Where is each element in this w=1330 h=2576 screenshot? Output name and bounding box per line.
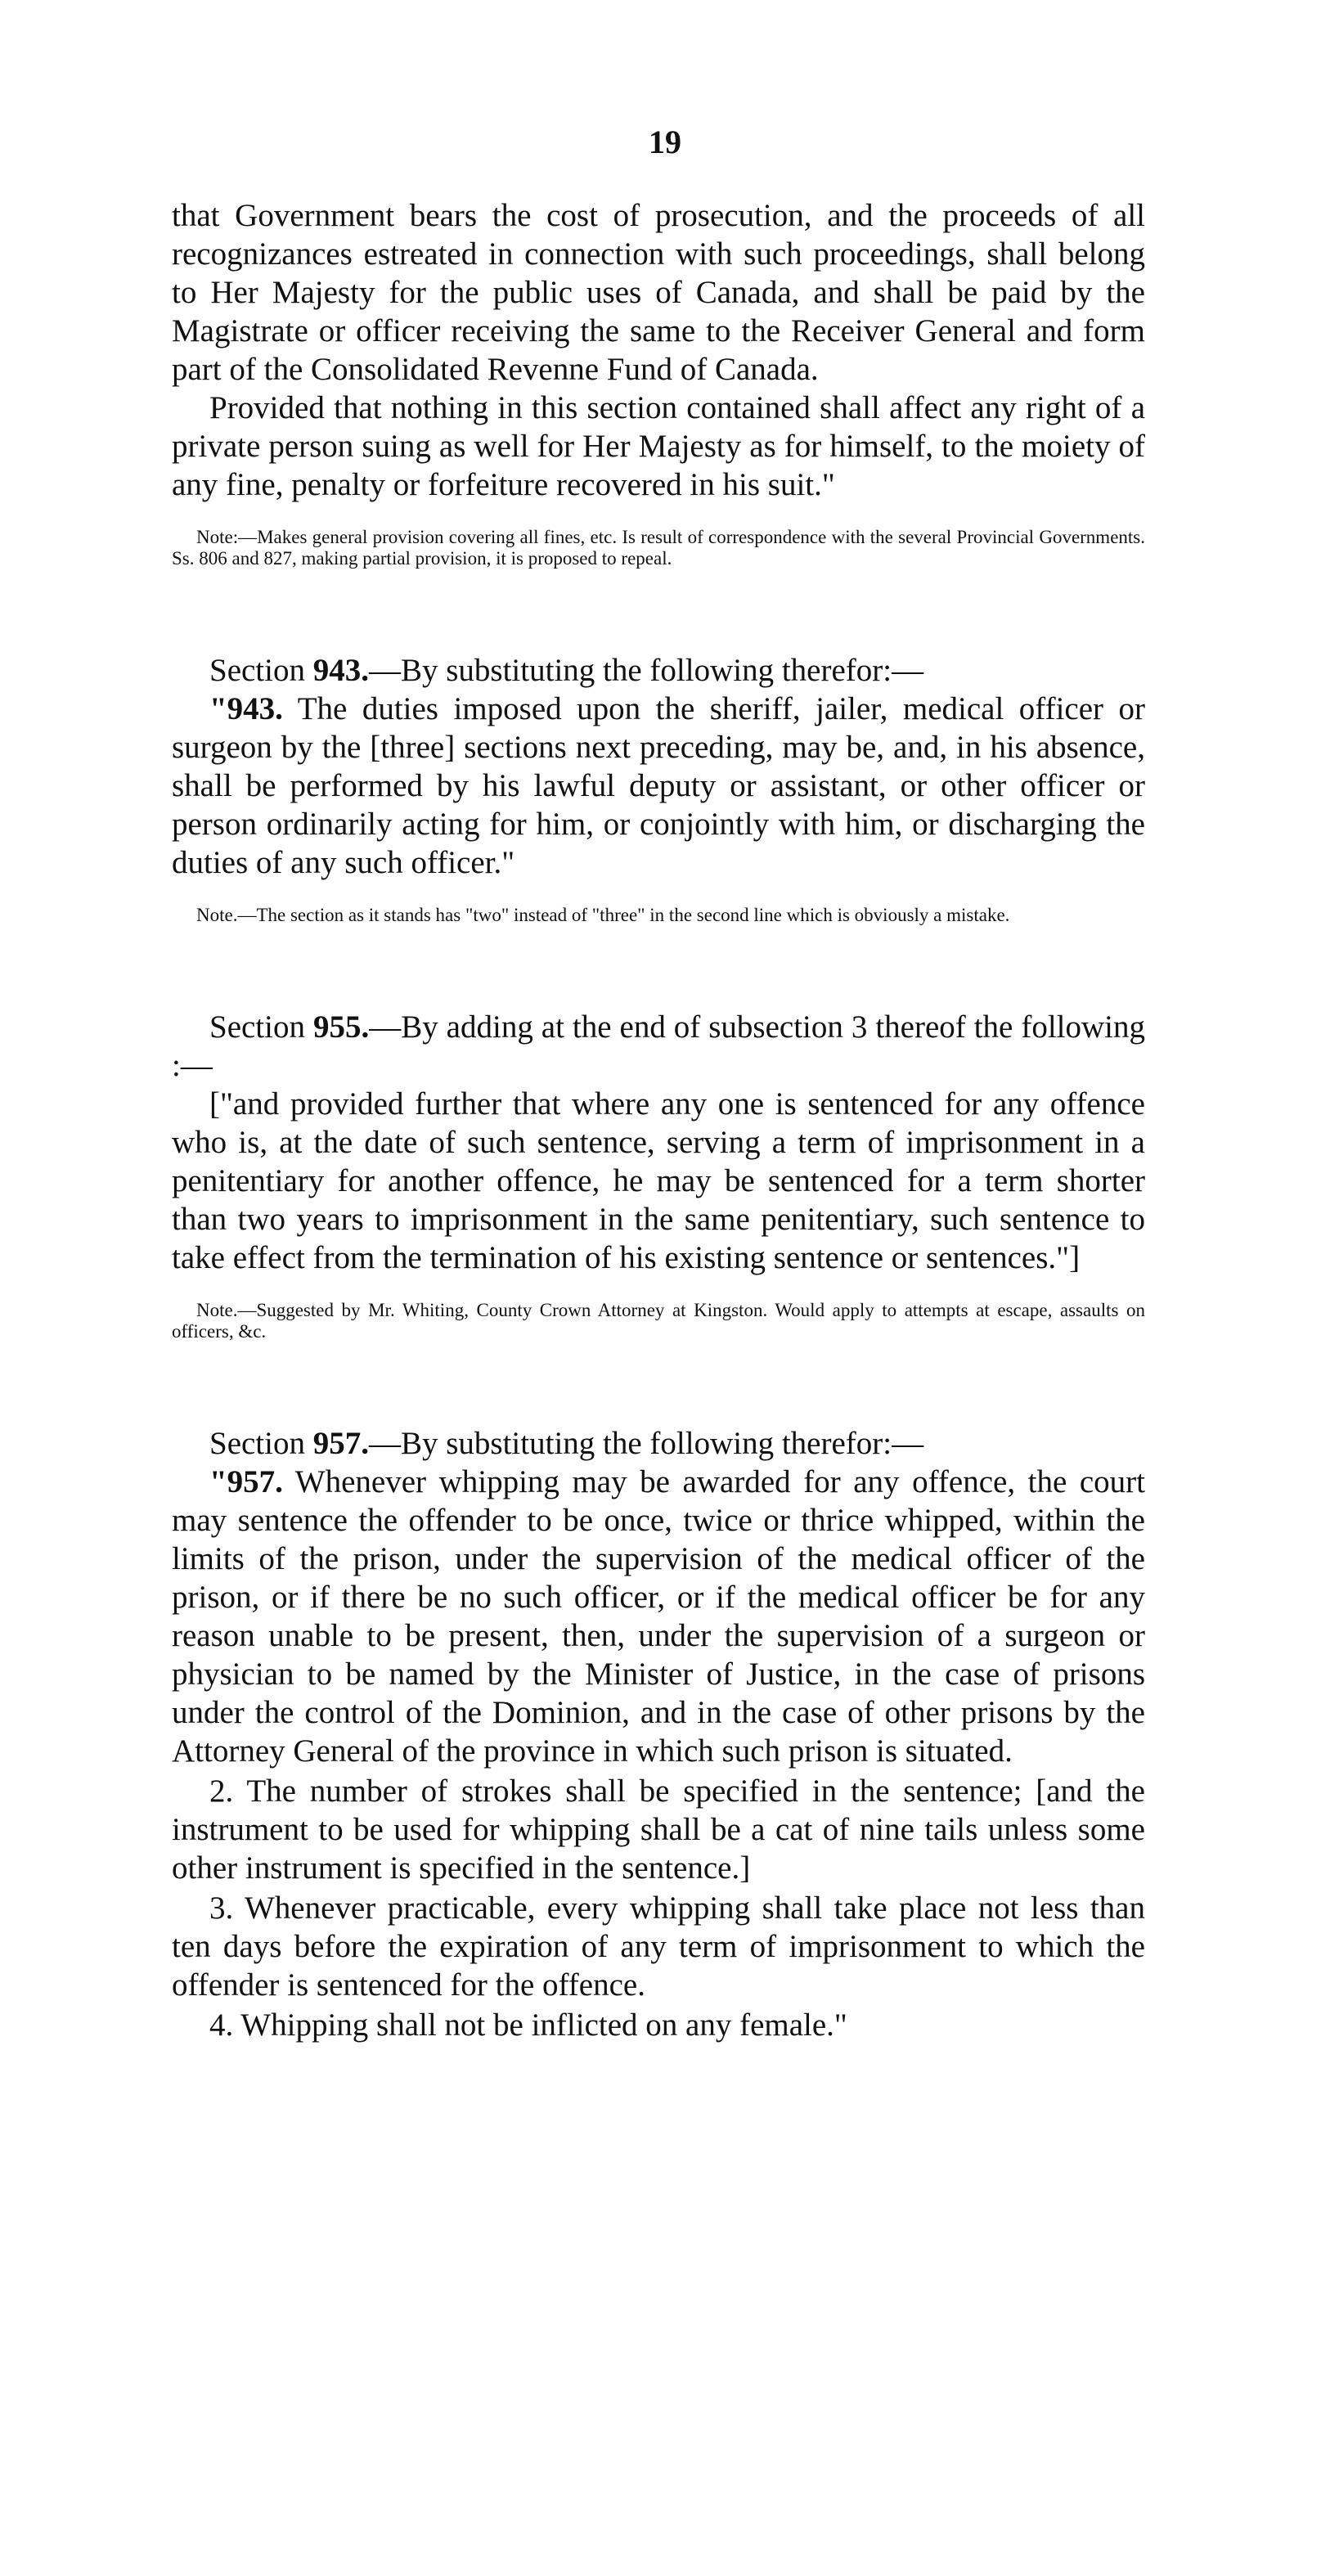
quoted-section-number: "943. bbox=[209, 691, 283, 726]
section-instruction: —By substituting the following therefor:— bbox=[368, 1426, 924, 1461]
subsection-4: 4. Whipping shall not be inflicted on any female." bbox=[209, 2007, 847, 2043]
note-three: Note.—The section as it stands has "two" instead of "three" in the second line which is obviously a mistake. bbox=[196, 905, 1010, 925]
section-instruction: —By adding at the end of subsection 3 thereof the following :— bbox=[172, 1009, 1145, 1083]
section-955-text: ["and provided further that where any one is sentenced for any offence who is, at the date of such sentence, serving a term of imprisonment in a penitentiary for another offence, he may be sentenced for a term shorter than two years to imprisonment in the same penitentiary, such sentence to take effect from the termination of his existing sentence or sentences."] bbox=[172, 1086, 1145, 1275]
note-fines: Note:—Makes general provision covering all fines, etc. Is result of correspondence with the several Provincial Governments. Ss. 806 and 827, making partial provision, it is proposed to repeal. bbox=[172, 527, 1145, 569]
section-957-heading bbox=[172, 1424, 1145, 1463]
section-number: 957. bbox=[312, 1426, 369, 1461]
section-943-text bbox=[172, 690, 1145, 882]
note-whiting: Note.—Suggested by Mr. Whiting, County Crown Attorney at Kingston. Would apply to attempts at escape, assaults on officers, &c. bbox=[172, 1300, 1145, 1342]
section-label: Section bbox=[209, 653, 313, 688]
subsection-3: 3. Whenever practicable, every whipping shall take place not less than ten days before the expiration of any term of imprisonment to which the offender is sentenced for the offence. bbox=[172, 1890, 1145, 2003]
section-body: The duties imposed upon the sheriff, jailer, medical officer or surgeon by the [three] sections next preceding, may be, and, in his absence, shall be performed by his lawful deputy or assistant, or other officer or person ordinarily acting for him, or conjointly with him, or discharging the duties of any such officer." bbox=[172, 691, 1145, 880]
paragraph-proviso: Provided that nothing in this section contained shall affect any right of a private person suing as well for Her Majesty as for himself, to the moiety of any fine, penalty or forfeiture recovered in his suit." bbox=[172, 390, 1145, 502]
paragraph-proceeds: that Government bears the cost of prosecution, and the proceeds of all recognizances estreated in connection with such proceedings, shall belong to Her Majesty for the public uses of Canada, and shall be paid by the Magistrate or officer receiving the same to the Receiver General and form part of the Consolidated Revenne Fund of Canada. bbox=[172, 198, 1145, 387]
subsection-2: 2. The number of strokes shall be specified in the sentence; [and the instrument to be used for whipping shall be a cat of nine tails unless some other instrument is specified in the sentence.] bbox=[172, 1774, 1145, 1886]
page-number: 19 bbox=[649, 124, 681, 160]
section-label: Section bbox=[209, 1426, 313, 1461]
section-number: 955. bbox=[312, 1009, 370, 1045]
quoted-section-number: "957. bbox=[209, 1464, 283, 1499]
section-number: 943. bbox=[312, 653, 369, 688]
section-957-text bbox=[172, 1463, 1145, 1770]
section-943-heading bbox=[172, 651, 1145, 690]
section-955-heading bbox=[172, 1008, 1145, 1085]
section-label: Section bbox=[209, 1009, 313, 1045]
page-content bbox=[172, 196, 1145, 2044]
section-body: Whenever whipping may be awarded for any offence, the court may sentence the offender to be once, twice or thrice whipped, within the limits of the prison, under the supervision of the medical officer of the prison, or if there be no such officer, or if the medical officer be for any reason unable to be present, then, under the supervision of a surgeon or physician to be named by the Minister of Justice, in the case of prisons under the control of the Dominion, and in the case of other prisons by the Attorney General of the province in which such prison is situated. bbox=[172, 1464, 1145, 1769]
section-instruction: —By substituting the following therefor:— bbox=[368, 653, 924, 688]
